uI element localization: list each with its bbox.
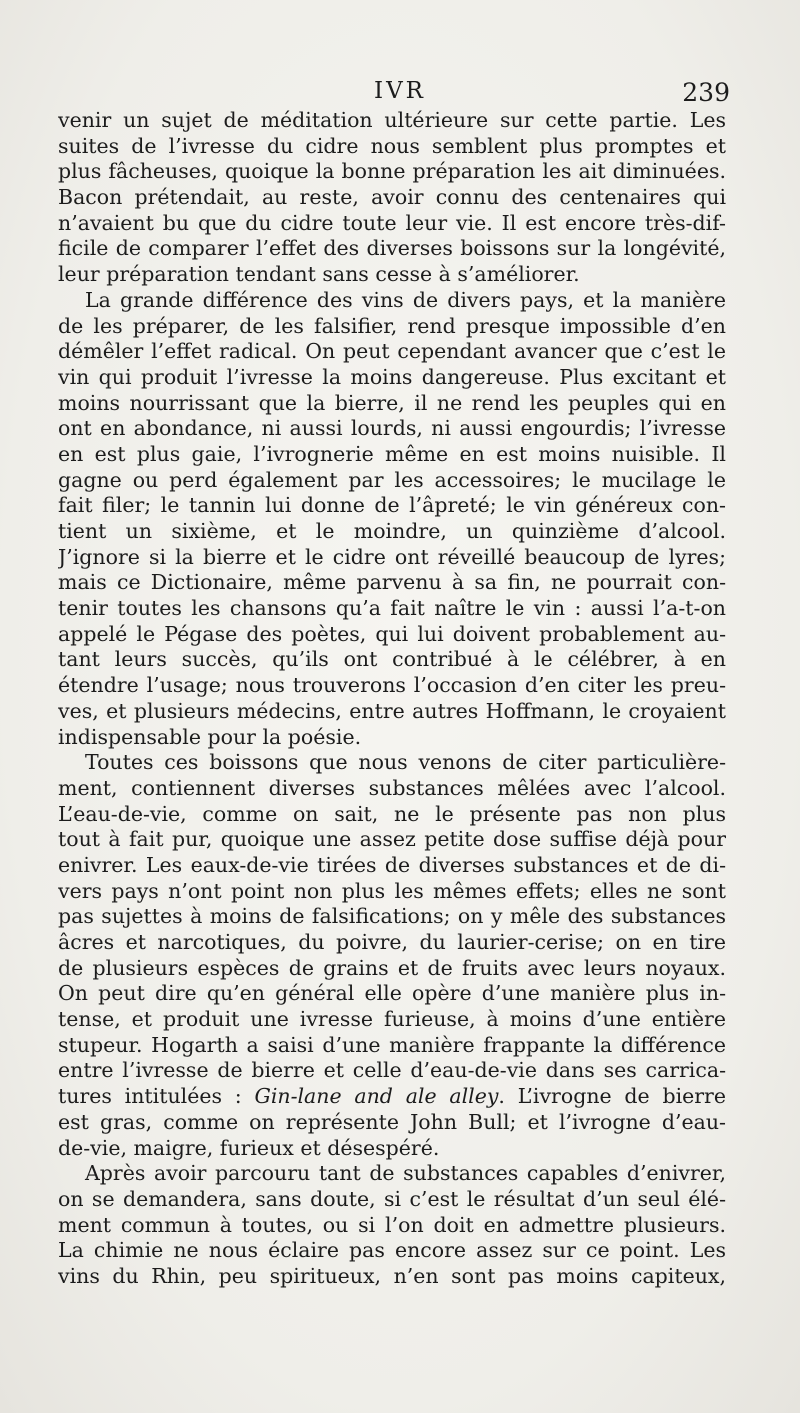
text-line: ment commun à toutes, ou si l’on doit en admettre plusieurs. bbox=[58, 1212, 726, 1237]
text-line: indispensable pour la poésie. bbox=[58, 724, 362, 749]
text-line: Bacon prétendait, au reste, avoir connu des centenaires qui bbox=[58, 185, 726, 210]
text-line: ment, contiennent diverses substances mêlées avec l’alcool. bbox=[58, 775, 726, 800]
text-line: tense, et produit une ivresse furieuse, à moins d’une entière bbox=[58, 1007, 726, 1032]
body-text bbox=[58, 108, 726, 1290]
text-line: tant leurs succès, qu’ils ont contribué à le célébrer, à en bbox=[58, 647, 726, 672]
text-line: étendre l’usage; nous trouverons l’occasion d’en citer les preu- bbox=[58, 673, 726, 698]
text-line: n’avaient bu que du cidre toute leur vie. Il est encore très-dif- bbox=[58, 210, 726, 235]
text-line: de-vie, maigre, furieux et désespéré. bbox=[58, 1135, 440, 1160]
running-head bbox=[0, 78, 800, 108]
text-line: J’ignore si la bierre et le cidre ont réveillé beaucoup de lyres; bbox=[58, 544, 726, 569]
text-line: vins du Rhin, peu spiritueux, n’en sont pas moins capiteux, bbox=[58, 1263, 726, 1288]
text-line: On peut dire qu’en général elle opère d’une manière plus in- bbox=[58, 981, 726, 1006]
text-line: enivrer. Les eaux-de-vie tirées de diverses substances et de di- bbox=[58, 852, 726, 877]
running-head-title: IVR bbox=[373, 78, 426, 104]
text-line: pas sujettes à moins de falsifications; on y mêle des substances bbox=[58, 904, 726, 929]
text-line: de plusieurs espèces de grains et de fruits avec leurs noyaux. bbox=[58, 955, 726, 980]
text-line: L’eau-de-vie, comme on sait, ne le présente pas non plus bbox=[58, 801, 726, 826]
text-line: appelé le Pégase des poètes, qui lui doivent probablement au- bbox=[58, 621, 726, 646]
text-line: âcres et narcotiques, du poivre, du laurier-cerise; on en tire bbox=[58, 930, 726, 954]
text-line: entre l’ivresse de bierre et celle d’eau-de-vie dans ses carrica- bbox=[58, 1058, 726, 1083]
text-line: on se demandera, sans doute, si c’est le résultat d’un seul élé- bbox=[58, 1186, 726, 1211]
text-line: ficile de comparer l’effet des diverses boissons sur la longévité, bbox=[58, 236, 726, 261]
text-line: plus fâcheuses, quoique la bonne préparation les ait diminuées. bbox=[58, 159, 726, 184]
text-line: vin qui produit l’ivresse la moins dangereuse. Plus excitant et bbox=[58, 364, 726, 389]
text-line: mais ce Dictionaire, même parvenu à sa fin, ne pourrait con- bbox=[58, 570, 726, 595]
text-segment: tures intitulées : bbox=[58, 1084, 255, 1109]
text-line: Après avoir parcouru tant de substances capables d’enivrer, bbox=[85, 1161, 726, 1186]
text-line: stupeur. Hogarth a saisi d’une manière frappante la différence bbox=[58, 1032, 726, 1057]
text-line: tenir toutes les chansons qu’a fait naître le vin : aussi l’a-t-on bbox=[58, 596, 726, 621]
text-line: en est plus gaie, l’ivrognerie même en est moins nuisible. Il bbox=[58, 441, 726, 466]
text-segment: . L’ivrogne de bierre bbox=[498, 1084, 726, 1109]
text-line: tout à fait pur, quoique une assez petite dose suffise déjà pour bbox=[58, 827, 726, 852]
text-line: fait filer; le tannin lui donne de l’âpreté; le vin généreux con- bbox=[58, 493, 726, 518]
text-line: de les préparer, de les falsifier, rend presque impossible d’en bbox=[58, 313, 726, 338]
text-line: est gras, comme on représente John Bull; et l’ivrogne d’eau- bbox=[58, 1109, 726, 1134]
text-line: La chimie ne nous éclaire pas encore assez sur ce point. Les bbox=[58, 1238, 726, 1263]
text-line: gagne ou perd également par les accessoires; le mucilage le bbox=[58, 467, 726, 492]
text-line: tient un sixième, et le moindre, un quinzième d’alcool. bbox=[58, 519, 726, 543]
text-line: vers pays n’ont point non plus les mêmes effets; elles ne sont bbox=[58, 878, 726, 903]
italic-title: Gin-lane and ale alley bbox=[254, 1084, 499, 1109]
text-line: Toutes ces boissons que nous venons de citer particulière- bbox=[85, 750, 726, 775]
text-line: venir un sujet de méditation ultérieure sur cette partie. Les bbox=[58, 108, 726, 132]
text-line: La grande différence des vins de divers pays, et la manière bbox=[85, 287, 726, 312]
text-line: démêler l’effet radical. On peut cependant avancer que c’est le bbox=[58, 339, 726, 364]
page-number: 239 bbox=[682, 78, 730, 107]
text-line: ont en abondance, ni aussi lourds, ni aussi engourdis; l’ivresse bbox=[58, 416, 726, 441]
text-line: leur préparation tendant sans cesse à s’améliorer. bbox=[58, 262, 580, 287]
text-line: moins nourrissant que la bierre, il ne rend les peuples qui en bbox=[58, 390, 726, 415]
text-line: suites de l’ivresse du cidre nous semblent plus promptes et bbox=[58, 133, 726, 158]
text-line: ves, et plusieurs médecins, entre autres Hoffmann, le croyaient bbox=[58, 698, 726, 723]
text-line bbox=[58, 1084, 726, 1110]
